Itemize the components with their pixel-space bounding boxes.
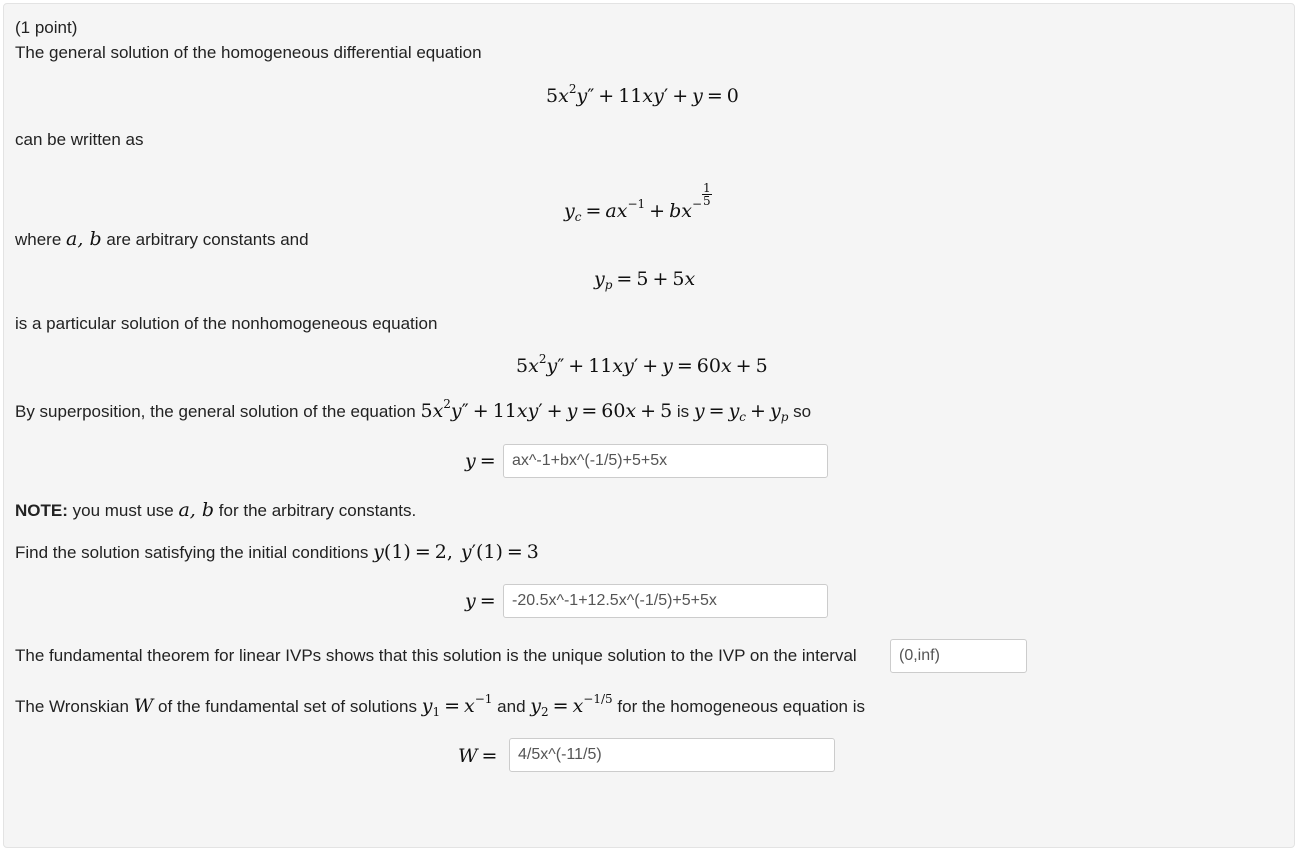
y2-formula: $y_2 = x^{-1/5}$ [530, 692, 613, 719]
points-label: (1 point) [15, 18, 78, 37]
is-text: is [676, 402, 690, 421]
find-text: Find the solution satisfying the initial conditions [15, 543, 369, 562]
initial-conditions: y(1) = 2, y′(1) = 3 [373, 541, 539, 563]
wronskian-label: W = [458, 745, 498, 767]
general-solution-label: y = [465, 450, 496, 472]
y1-formula: $y_1 = x^{-1}$ [421, 692, 493, 719]
complementary-solution: $y_c = ax^{-1} + bx^-$ $\frac{1}{5}$ [564, 181, 711, 224]
ivp-solution-label: y = [465, 590, 496, 612]
wronskian-tail: for the homogeneous equation is [617, 697, 866, 716]
where-text: where [15, 230, 62, 249]
wronskian-symbol: W [133, 695, 154, 717]
can-be-written-text: can be written as [15, 130, 144, 149]
interval-input[interactable]: (0,inf) [890, 639, 1027, 673]
note-constants: a, b [178, 499, 215, 521]
note-line [15, 499, 416, 521]
wronskian-text: The Wronskian [15, 697, 130, 716]
constants-text: are arbitrary constants and [106, 230, 309, 249]
problem-card [3, 3, 1295, 848]
note-text: you must use [72, 501, 174, 520]
constants-line [15, 228, 309, 250]
nonhomogeneous-equation: $5x^2y'' + 11xy' + y = 60x + 5$ [516, 352, 768, 377]
general-solution-input[interactable]: ax^-1+bx^(-1/5)+5+5x [503, 444, 828, 478]
particular-solution: $y_p = 5 + 5x$ [594, 268, 696, 292]
wronskian-input[interactable]: 4/5x^(-11/5) [509, 738, 835, 772]
so-text: so [793, 402, 812, 421]
homogeneous-equation: $5x^2y'' + 11xy' + y = 0$ [546, 82, 739, 107]
intro-text: The general solution of the homogeneous differential equation [15, 43, 482, 62]
superposition-line [15, 397, 812, 424]
theorem-text: The fundamental theorem for linear IVPs shows that this solution is the unique solution to the IVP on the interval [15, 646, 857, 665]
superposition-equation: $5x^2y'' + 11xy' + y = 60x + 5$ [420, 397, 673, 422]
and-text: and [497, 697, 526, 716]
particular-text: is a particular solution of the nonhomogeneous equation [15, 314, 438, 333]
superposition-text: By superposition, the general solution of the equation [15, 402, 416, 421]
initial-conditions-line [15, 541, 539, 563]
note-tail: for the arbitrary constants. [218, 501, 417, 520]
wronskian-mid: of the fundamental set of solutions [158, 697, 417, 716]
wronskian-line [15, 692, 866, 719]
constants-ab: a, b [66, 228, 102, 250]
note-label: NOTE: [15, 501, 68, 520]
ivp-solution-input[interactable]: -20.5x^-1+12.5x^(-1/5)+5+5x [503, 584, 828, 618]
superposition-formula: $y = y_c + y_p$ [693, 400, 789, 424]
